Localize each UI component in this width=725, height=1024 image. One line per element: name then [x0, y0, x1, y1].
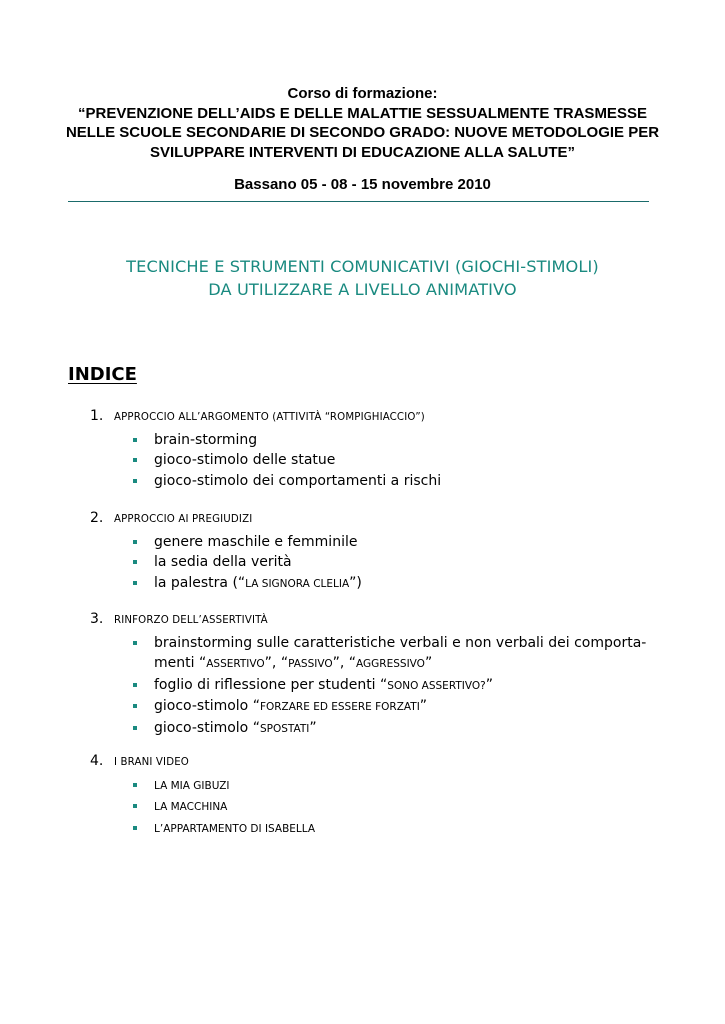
item-text: la sedia della verità [154, 554, 292, 571]
item-text: brain-storming [154, 432, 258, 448]
item-text: genere maschile e femminile [154, 534, 358, 550]
list-item [90, 633, 646, 653]
course-header [60, 84, 665, 162]
item-text: ” [309, 719, 317, 736]
list-item [90, 573, 362, 594]
square-bullet-icon [133, 726, 137, 730]
item-text: menti “ [154, 655, 207, 672]
course-dates: Bassano 05 - 08 - 15 novembre 2010 [234, 176, 491, 193]
square-bullet-icon [133, 804, 137, 808]
small-caps-text: LA MACCHINA [154, 801, 228, 814]
item-text: gioco-stimolo delle statue [154, 452, 336, 469]
section-title: RINFORZO DELL’ASSERTIVITÀ [114, 615, 268, 626]
item-text: brainstorming sulle caratteristiche verbali e non verbali dei comporta- [154, 635, 647, 651]
course-title-line-1: “PREVENZIONE DELL’AIDS E DELLE MALATTIE SESSUALMENTE TRASMESSE [78, 104, 647, 122]
section-number: 4. [90, 753, 104, 769]
square-bullet-icon [133, 683, 137, 687]
course-label: Corso di formazione: [287, 85, 438, 102]
list-item [90, 471, 441, 491]
small-caps-text: SONO ASSERTIVO? [387, 679, 486, 692]
square-bullet-icon [133, 783, 137, 787]
list-item-continuation [90, 653, 646, 674]
section-title: I BRANI VIDEO [114, 757, 189, 768]
item-text: ”, “ [264, 655, 289, 672]
section-number: 3. [90, 611, 104, 627]
item-text: ”, “ [332, 655, 357, 672]
small-caps-text: LA SIGNORA CLELIA [245, 577, 350, 590]
section-heading [90, 611, 646, 633]
list-item [90, 696, 646, 717]
section-heading [90, 408, 441, 430]
square-bullet-icon [133, 438, 137, 442]
list-item [90, 796, 315, 817]
small-caps-text: SPOSTATI [259, 722, 310, 735]
course-title-line-2: NELLE SCUOLE SECONDARIE DI SECONDO GRADO: NUOVE METODOLOGIE PER [65, 124, 660, 141]
section-heading [90, 753, 315, 775]
square-bullet-icon [133, 540, 137, 544]
list-item [90, 675, 646, 696]
section-title: APPROCCIO ALL’ARGOMENTO (ATTIVITÀ “ROMPIGHIACCIO”) [114, 412, 425, 423]
square-bullet-icon [133, 458, 137, 462]
item-text: gioco-stimolo dei comportamenti a rischi [154, 472, 442, 489]
section-title: APPROCCIO AI PREGIUDIZI [114, 514, 253, 525]
square-bullet-icon [133, 581, 137, 585]
small-caps-text: L’APPARTAMENTO DI ISABELLA [154, 822, 316, 835]
square-bullet-icon [133, 479, 137, 483]
section-number: 2. [90, 510, 104, 526]
index-heading: INDICE [68, 364, 137, 385]
item-text: gioco-stimolo “ [154, 698, 260, 715]
section-number: 1. [90, 408, 104, 424]
index-section-2 [90, 510, 362, 594]
small-caps-text: LA MIA GIBUZI [154, 780, 230, 792]
small-caps-text: PASSIVO [288, 658, 333, 671]
small-caps-text: AGGRESSIVO [356, 658, 425, 671]
list-item [90, 552, 362, 572]
header-divider [68, 201, 649, 202]
list-item [90, 430, 441, 450]
small-caps-text: ASSERTIVO [206, 658, 265, 671]
small-caps-text: FORZARE ED ESSERE FORZATI [259, 701, 420, 714]
square-bullet-icon [133, 826, 137, 830]
list-item [90, 775, 315, 796]
item-text: ”) [349, 574, 362, 591]
item-text: ” [485, 676, 493, 693]
list-item [90, 718, 646, 739]
document-title [40, 255, 685, 301]
list-item [90, 818, 315, 839]
index-section-3 [90, 611, 646, 739]
square-bullet-icon [133, 560, 137, 564]
item-text: ” [419, 698, 428, 715]
index-section-4 [90, 753, 315, 839]
square-bullet-icon [133, 704, 137, 708]
item-text: la palestra (“ [154, 574, 246, 591]
course-title-line-3: SVILUPPARE INTERVENTI DI EDUCAZIONE ALLA SALUTE” [149, 143, 576, 161]
item-text: gioco-stimolo “ [154, 719, 260, 736]
index-section-1 [90, 408, 441, 491]
section-heading [90, 510, 362, 532]
item-text: foglio di riflessione per studenti “ [154, 676, 388, 693]
document-title-line-1: TECNICHE E STRUMENTI COMUNICATIVI (GIOCHI-STIMOLI) [126, 257, 599, 276]
item-text: ” [424, 655, 433, 672]
list-item [90, 450, 441, 470]
square-bullet-icon [133, 641, 137, 645]
list-item [90, 532, 362, 552]
document-title-line-2: DA UTILIZZARE A LIVELLO ANIMATIVO [208, 280, 517, 299]
